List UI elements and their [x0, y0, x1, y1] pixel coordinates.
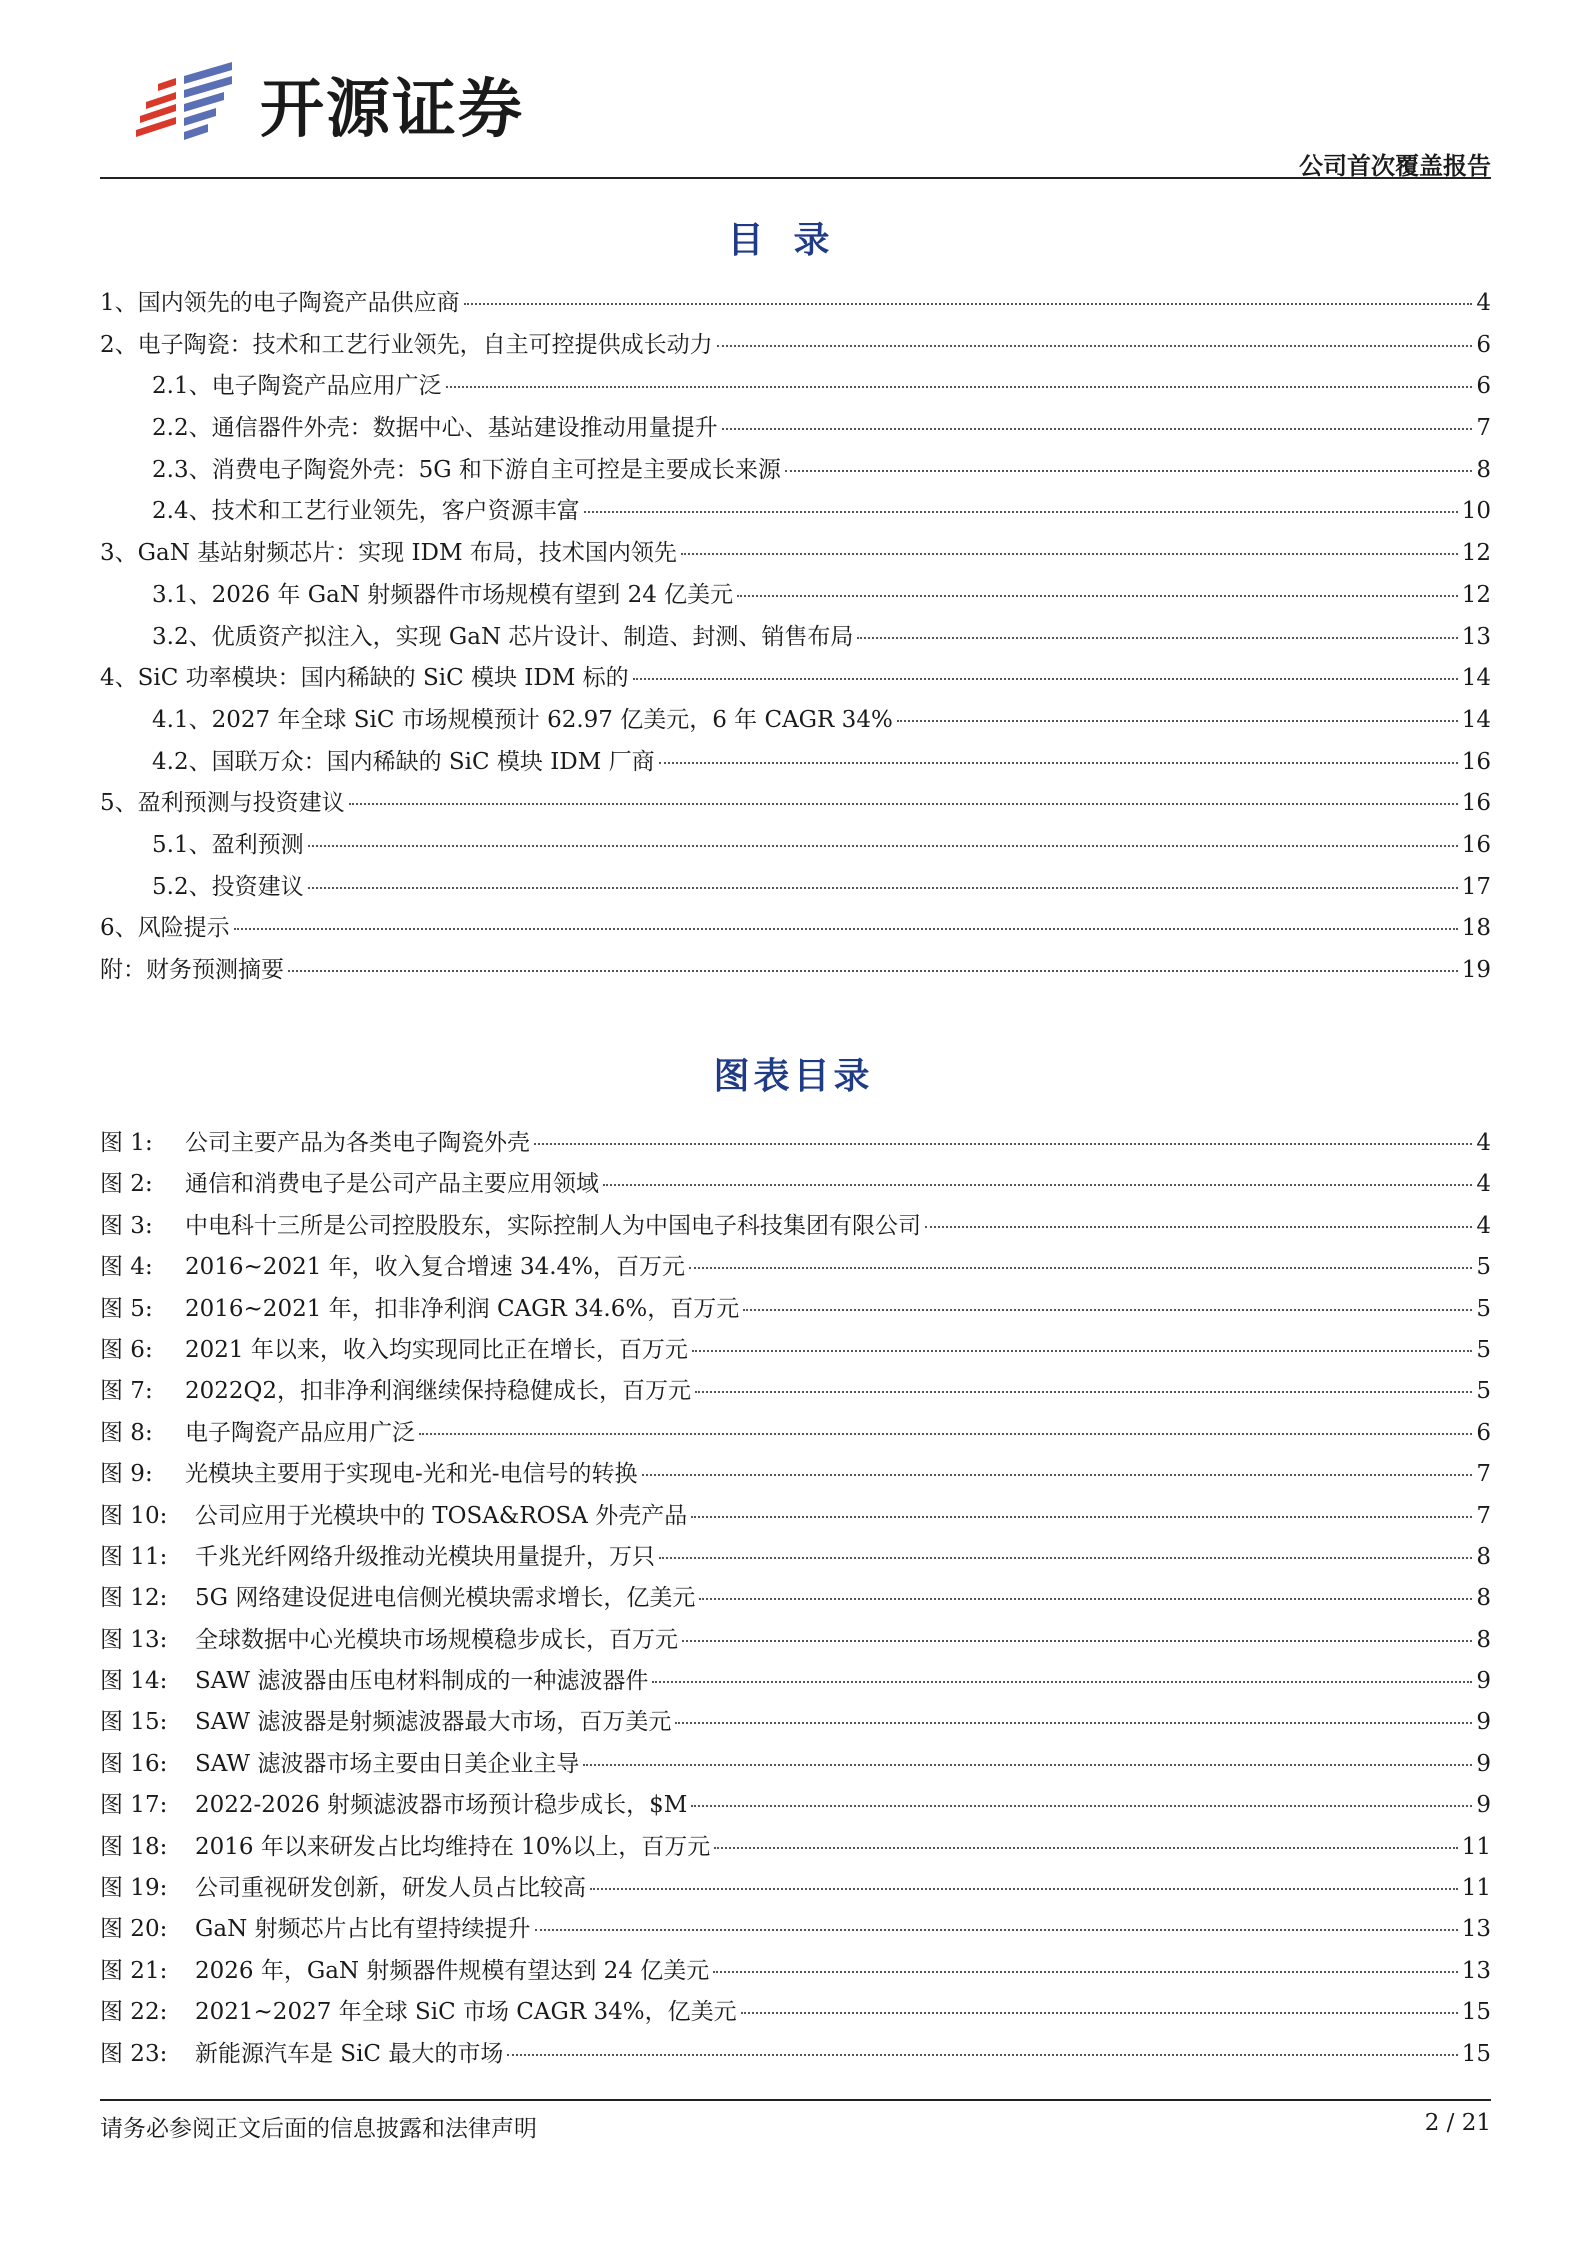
- toc-entry[interactable]: [100, 951, 1491, 993]
- figure-entry-label: 全球数据中心光模块市场规模稳步成长，百万元: [195, 1626, 678, 1653]
- figure-entry[interactable]: [100, 1579, 1491, 1620]
- figure-entry[interactable]: [100, 1662, 1491, 1703]
- dot-leader: [925, 1226, 1472, 1228]
- figure-list-title: 图表目录: [713, 1055, 874, 1097]
- figure-entry-label: SAW 滤波器市场主要由日美企业主导: [195, 1750, 580, 1777]
- figure-entry-page: 13: [1461, 1916, 1491, 1943]
- figure-entry-number: 图 22:: [100, 1999, 168, 2026]
- dot-leader: [737, 595, 1458, 597]
- figure-entry-label: GaN 射频芯片占比有望持续提升: [195, 1916, 531, 1943]
- figure-entry-number: 图 8:: [100, 1419, 153, 1446]
- toc-entry-label: 3、GaN 基站射频芯片：实现 IDM 布局，技术国内领先: [100, 540, 677, 567]
- figure-entry-label: 2021 年以来，收入均实现同比正在增长，百万元: [185, 1336, 688, 1363]
- figure-entry[interactable]: [100, 2035, 1491, 2076]
- toc-entry-label: 4、SiC 功率模块：国内稀缺的 SiC 模块 IDM 标的: [100, 665, 629, 692]
- dot-leader: [234, 928, 1458, 930]
- toc-entry[interactable]: [100, 409, 1491, 451]
- figure-entry[interactable]: [100, 1869, 1491, 1910]
- toc-entry-label: 3.1、2026 年 GaN 射频器件市场规模有望到 24 亿美元: [152, 581, 734, 608]
- toc-entry-page: 19: [1461, 957, 1491, 983]
- dot-leader: [681, 553, 1458, 555]
- toc-entry-label: 6、风险提示: [100, 915, 230, 942]
- dot-leader: [897, 720, 1458, 722]
- figure-entry-number: 图 3:: [100, 1212, 153, 1239]
- toc-entry[interactable]: [100, 367, 1491, 409]
- figure-entry[interactable]: [100, 1910, 1491, 1951]
- brand-logo-icon: [132, 62, 242, 146]
- dot-leader: [583, 1764, 1472, 1766]
- figure-entry-label: 千兆光纤网络升级推动光模块用量提升，万只: [195, 1543, 655, 1570]
- toc-entry-page: 17: [1461, 873, 1491, 900]
- toc-entry[interactable]: [100, 492, 1491, 534]
- figure-entry-page: 15: [1461, 2040, 1491, 2067]
- dot-leader: [603, 1184, 1472, 1186]
- figure-entry-page: 6: [1476, 1419, 1491, 1446]
- figure-entry[interactable]: [100, 1745, 1491, 1786]
- figure-entry-label: 新能源汽车是 SiC 最大的市场: [195, 2040, 504, 2067]
- figure-entry-page: 5: [1476, 1336, 1491, 1363]
- figure-entry[interactable]: [100, 1331, 1491, 1372]
- dot-leader: [691, 1516, 1472, 1518]
- toc-entry-label: 5.1、盈利预测: [152, 831, 304, 858]
- figure-entry-label: SAW 滤波器是射频滤波器最大市场，百万美元: [195, 1709, 672, 1736]
- figure-entry[interactable]: [100, 1290, 1491, 1331]
- figure-entry-number: 图 4:: [100, 1254, 153, 1281]
- dot-leader: [464, 303, 1473, 305]
- figure-entry[interactable]: [100, 1248, 1491, 1289]
- figure-entry-page: 5: [1476, 1254, 1491, 1281]
- toc-entry[interactable]: [100, 701, 1491, 743]
- dot-leader: [659, 762, 1458, 764]
- toc-entry[interactable]: [100, 534, 1491, 576]
- dot-leader: [691, 1805, 1472, 1807]
- figure-entry[interactable]: [100, 1207, 1491, 1248]
- figure-entry[interactable]: [100, 1993, 1491, 2034]
- figure-entry-page: 15: [1461, 1999, 1491, 2026]
- figure-entry-page: 9: [1476, 1668, 1491, 1695]
- dot-leader: [535, 1929, 1458, 1931]
- toc-entry-page: 10: [1461, 498, 1491, 525]
- figure-entry-number: 图 20:: [100, 1916, 168, 1943]
- toc-entry-label: 1、国内领先的电子陶瓷产品供应商: [100, 290, 460, 316]
- dot-leader: [717, 345, 1473, 347]
- figure-entry[interactable]: [100, 1703, 1491, 1744]
- toc-entry-label: 2、电子陶瓷：技术和工艺行业领先，自主可控提供成长动力: [100, 331, 713, 358]
- dot-leader: [713, 1971, 1457, 1973]
- dot-leader: [699, 1598, 1472, 1600]
- figure-entry-number: 图 12:: [100, 1585, 168, 1612]
- figure-entry[interactable]: [100, 1538, 1491, 1579]
- toc-entry-page: 16: [1461, 831, 1491, 858]
- disclaimer-note: 请务必参阅正文后面的信息披露和法律声明: [100, 2116, 537, 2142]
- figure-entry[interactable]: [100, 1455, 1491, 1496]
- dot-leader: [308, 887, 1458, 889]
- dot-leader: [785, 470, 1472, 472]
- figure-entry-label: 公司应用于光模块中的 TOSA&ROSA 外壳产品: [195, 1502, 688, 1529]
- figure-entry-label: 2026 年，GaN 射频器件规模有望达到 24 亿美元: [195, 1957, 710, 1984]
- figure-entry-page: 4: [1476, 1212, 1491, 1239]
- figure-entry-number: 图 6:: [100, 1336, 153, 1363]
- figure-entry-number: 图 1:: [100, 1130, 153, 1156]
- figure-entry-number: 图 11:: [100, 1543, 168, 1570]
- toc-entry[interactable]: [100, 784, 1491, 826]
- report-type: 公司首次覆盖报告: [1299, 151, 1491, 180]
- figure-entry-label: 电子陶瓷产品应用广泛: [185, 1419, 415, 1446]
- figure-entry-label: 通信和消费电子是公司产品主要应用领域: [185, 1171, 599, 1198]
- figure-entry-number: 图 15:: [100, 1709, 168, 1736]
- toc-entry-page: 12: [1461, 540, 1491, 567]
- toc-entry[interactable]: [100, 743, 1491, 785]
- figure-entry-number: 图 13:: [100, 1626, 168, 1653]
- page-number: 2 / 21: [1424, 2110, 1491, 2136]
- toc-title: 目录: [727, 219, 860, 261]
- toc-entry-label: 2.2、通信器件外壳：数据中心、基站建设推动用量提升: [152, 415, 718, 442]
- figure-entry-number: 图 19:: [100, 1875, 168, 1902]
- dot-leader: [288, 970, 1458, 972]
- figure-entry-label: 公司重视研发创新，研发人员占比较高: [195, 1875, 586, 1902]
- dot-leader: [714, 1847, 1457, 1849]
- toc-entry-page: 18: [1461, 915, 1491, 942]
- dot-leader: [741, 2012, 1458, 2014]
- figure-entry-number: 图 9:: [100, 1461, 153, 1488]
- toc-entry-label: 附：财务预测摘要: [100, 957, 284, 983]
- figure-entry-label: 2021~2027 年全球 SiC 市场 CAGR 34%，亿美元: [195, 1999, 737, 2026]
- toc-entry[interactable]: [100, 909, 1491, 951]
- figure-entry-page: 4: [1476, 1130, 1491, 1156]
- toc-entry-page: 12: [1461, 581, 1491, 608]
- figure-entry-label: 光模块主要用于实现电-光和光-电信号的转换: [185, 1461, 638, 1488]
- dot-leader: [722, 428, 1473, 430]
- dot-leader: [642, 1474, 1473, 1476]
- figure-entry-number: 图 18:: [100, 1833, 168, 1860]
- toc-entry-label: 5、盈利预测与投资建议: [100, 790, 345, 817]
- toc-entry[interactable]: [100, 576, 1491, 618]
- dot-leader: [584, 511, 1458, 513]
- toc-entry-page: 6: [1476, 331, 1491, 358]
- brand-logo: [132, 58, 524, 150]
- toc-entry-label: 2.3、消费电子陶瓷外壳：5G 和下游自主可控是主要成长来源: [152, 456, 781, 483]
- figure-entry-number: 图 23:: [100, 2040, 168, 2067]
- dot-leader: [507, 2054, 1457, 2056]
- figure-entry[interactable]: [100, 1372, 1491, 1413]
- dot-leader: [743, 1309, 1472, 1311]
- toc-list: [100, 284, 1491, 993]
- figure-entry-page: 5: [1476, 1295, 1491, 1322]
- figure-list: [100, 1124, 1491, 2076]
- figure-entry-label: 2016 年以来研发占比均维持在 10%以上，百万元: [195, 1833, 711, 1860]
- figure-entry-number: 图 17:: [100, 1792, 168, 1819]
- dot-leader: [857, 637, 1457, 639]
- figure-entry-page: 4: [1476, 1171, 1491, 1198]
- figure-entry[interactable]: [100, 1124, 1491, 1165]
- toc-entry-label: 3.2、优质资产拟注入，实现 GaN 芯片设计、制造、封测、销售布局: [152, 623, 854, 650]
- footer-divider: [100, 2099, 1491, 2101]
- figure-entry-number: 图 10:: [100, 1502, 168, 1529]
- dot-leader: [659, 1557, 1472, 1559]
- figure-entry-page: 9: [1476, 1750, 1491, 1777]
- figure-entry-page: 11: [1461, 1875, 1491, 1902]
- dot-leader: [308, 845, 1458, 847]
- figure-entry-number: 图 2:: [100, 1171, 153, 1198]
- figure-entry[interactable]: [100, 1786, 1491, 1827]
- figure-entry-page: 8: [1476, 1543, 1491, 1570]
- toc-entry[interactable]: [100, 826, 1491, 868]
- toc-entry-page: 4: [1476, 290, 1491, 316]
- dot-leader: [689, 1267, 1472, 1269]
- toc-entry-page: 13: [1461, 623, 1491, 650]
- toc-entry-page: 6: [1476, 373, 1491, 400]
- figure-entry-label: 中电科十三所是公司控股股东，实际控制人为中国电子科技集团有限公司: [185, 1212, 921, 1239]
- figure-entry-page: 11: [1461, 1833, 1491, 1860]
- figure-entry-page: 9: [1476, 1792, 1491, 1819]
- dot-leader: [675, 1722, 1472, 1724]
- toc-entry-label: 2.1、电子陶瓷产品应用广泛: [152, 373, 442, 400]
- dot-leader: [652, 1681, 1472, 1683]
- figure-entry-label: 2016~2021 年，收入复合增速 34.4%，百万元: [185, 1254, 686, 1281]
- toc-entry-page: 8: [1476, 456, 1491, 483]
- figure-entry-number: 图 21:: [100, 1957, 168, 1984]
- figure-entry-label: 2022Q2，扣非净利润继续保持稳健成长，百万元: [185, 1378, 692, 1405]
- figure-entry-page: 7: [1476, 1502, 1491, 1529]
- toc-entry-label: 4.2、国联万众：国内稀缺的 SiC 模块 IDM 厂商: [152, 748, 655, 775]
- toc-entry[interactable]: [100, 868, 1491, 910]
- figure-entry-number: 图 5:: [100, 1295, 153, 1322]
- figure-entry-number: 图 14:: [100, 1668, 168, 1695]
- toc-entry-page: 14: [1461, 665, 1491, 692]
- dot-leader: [349, 803, 1458, 805]
- figure-entry[interactable]: [100, 1621, 1491, 1662]
- dot-leader: [695, 1391, 1472, 1393]
- figure-entry-label: 公司主要产品为各类电子陶瓷外壳: [185, 1130, 530, 1156]
- figure-entry-page: 8: [1476, 1585, 1491, 1612]
- figure-entry[interactable]: [100, 1165, 1491, 1206]
- toc-entry[interactable]: [100, 326, 1491, 368]
- figure-entry-page: 8: [1476, 1626, 1491, 1653]
- figure-entry-label: 2022-2026 射频滤波器市场预计稳步成长，$M: [195, 1792, 688, 1819]
- figure-entry[interactable]: [100, 1497, 1491, 1538]
- dot-leader: [446, 386, 1473, 388]
- dot-leader: [692, 1350, 1473, 1352]
- dot-leader: [590, 1888, 1458, 1890]
- figure-entry-page: 5: [1476, 1378, 1491, 1405]
- toc-entry-page: 16: [1461, 748, 1491, 775]
- figure-entry[interactable]: [100, 1828, 1491, 1869]
- dot-leader: [682, 1640, 1472, 1642]
- toc-entry-page: 16: [1461, 790, 1491, 817]
- toc-entry-label: 5.2、投资建议: [152, 873, 304, 900]
- figure-entry-page: 13: [1461, 1957, 1491, 1984]
- figure-entry[interactable]: [100, 1414, 1491, 1455]
- figure-entry-label: 5G 网络建设促进电信侧光模块需求增长，亿美元: [195, 1585, 696, 1612]
- toc-entry-label: 2.4、技术和工艺行业领先，客户资源丰富: [152, 498, 580, 525]
- toc-entry[interactable]: [100, 284, 1491, 326]
- figure-entry-label: SAW 滤波器由压电材料制成的一种滤波器件: [195, 1668, 649, 1695]
- brand-name: 开源证券: [260, 73, 524, 147]
- toc-entry-page: 7: [1476, 415, 1491, 442]
- toc-entry[interactable]: [100, 659, 1491, 701]
- dot-leader: [534, 1143, 1472, 1145]
- figure-entry-number: 图 7:: [100, 1378, 153, 1405]
- toc-entry[interactable]: [100, 618, 1491, 660]
- figure-entry-label: 2016~2021 年，扣非净利润 CAGR 34.6%，百万元: [185, 1295, 740, 1322]
- dot-leader: [633, 678, 1458, 680]
- figure-entry[interactable]: [100, 1952, 1491, 1993]
- toc-entry-label: 4.1、2027 年全球 SiC 市场规模预计 62.97 亿美元，6 年 CAGR 34%: [152, 706, 893, 733]
- toc-entry[interactable]: [100, 451, 1491, 493]
- dot-leader: [419, 1433, 1472, 1435]
- header-divider: [100, 177, 1491, 179]
- figure-entry-number: 图 16:: [100, 1750, 168, 1777]
- toc-entry-page: 14: [1461, 706, 1491, 733]
- figure-entry-page: 9: [1476, 1709, 1491, 1736]
- figure-entry-page: 7: [1476, 1461, 1491, 1488]
